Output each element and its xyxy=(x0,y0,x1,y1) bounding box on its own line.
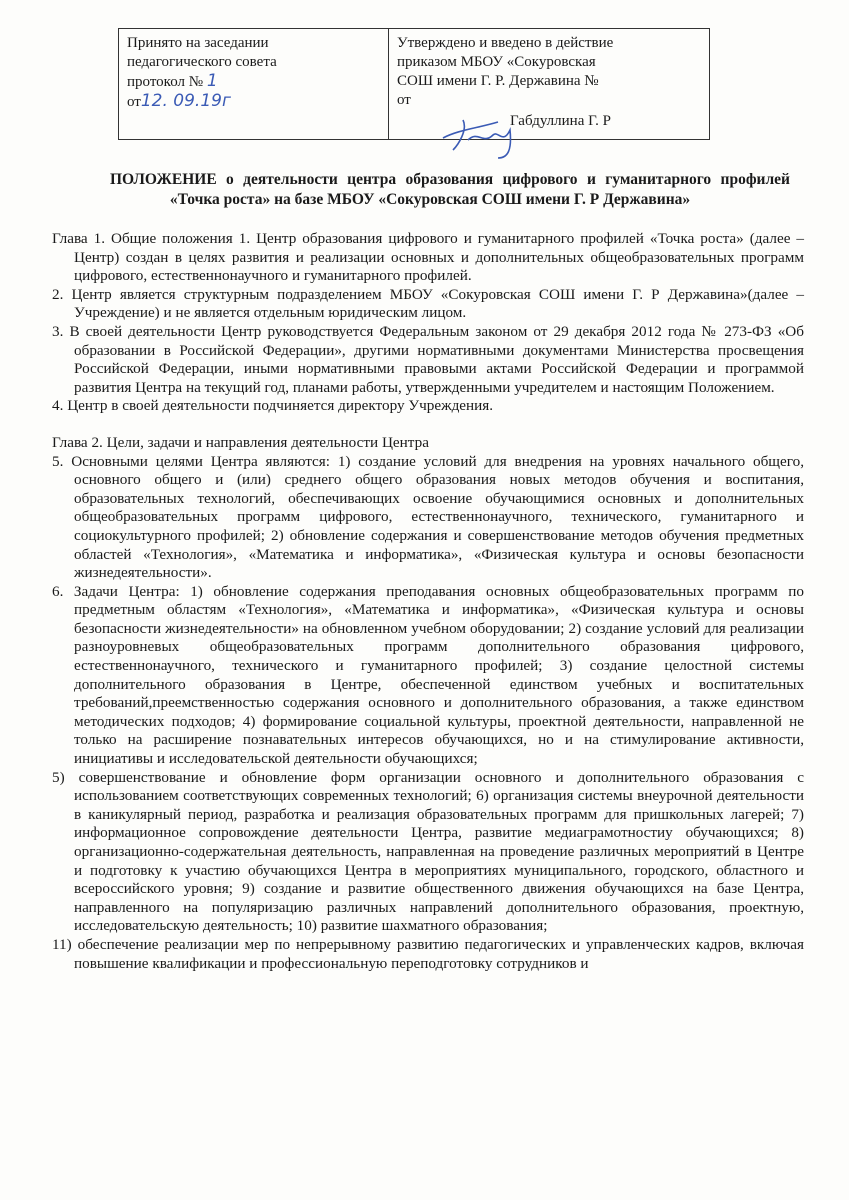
adopted-cell xyxy=(119,29,389,139)
protocol-date: 12. 09.19г xyxy=(140,91,231,111)
approved-date-label: от xyxy=(397,92,411,108)
chapter-heading: Глава 2. Цели, задачи и направления деятельности Центра xyxy=(52,433,429,451)
adopted-line: Принято на заседании xyxy=(127,35,269,51)
paragraph: 11) обеспечение реализации мер по непрерывному развитию педагогических и управленческих кадров, включая повышение квалификации и профессиональную переподготовку сотрудников и xyxy=(52,935,804,972)
approval-table xyxy=(118,28,710,140)
date-line xyxy=(127,92,380,112)
document-body xyxy=(52,230,804,973)
paragraph: Глава 1. Общие положения 1. Центр образования цифрового и гуманитарного профилей «Точка роста» (далее – Центр) создан в целях развития и реализации основных и дополнительных общеобразовательных программ цифрового, естественнонаучного и гуманитарного профилей. xyxy=(52,230,804,285)
date-label: от xyxy=(127,94,141,110)
protocol-label: протокол № xyxy=(127,74,204,90)
paragraph: 6. Задачи Центра: 1) обновление содержания преподавания основных общеобразовательных программ по предметным областям «Технология», «Математика и информатика», «Физическая культура и основы безопасности жизнедеятельности» на обновленном учебном оборудовании; 2) создание условий для реализации разноуровневых общеобразовательных программ дополнительного образования цифрового, естественнонаучного, технического и гуманитарного профилей; 3) создание целостной системы дополнительного образования в Центре, обеспеченной единством учебных и воспитательных требований,преемственностью содержания основного и дополнительного образования, а также единством методических подходов; 4) формирование социальной культуры, проектной деятельности, направленной не только на расширение познавательных интересов обучающихся, но и на стимулирование активности, инициативы и исследовательской деятельности обучающихся; xyxy=(52,582,804,768)
approved-line: Утверждено и введено в действие xyxy=(397,35,614,51)
protocol-number: 1 xyxy=(206,71,218,91)
signer-name: Габдуллина Г. Р xyxy=(510,113,611,129)
paragraph: 5) совершенствование и обновление форм организации основного и дополнительного образования с использованием соответствующих современных технологий; 6) организация системы внеурочной деятельности в каникулярный период, разработка и реализация образовательных программ для пришкольных лагерей; 7) информационное сопровождение деятельности Центра, развитие медиаграмотностиу обучающихся; 8) организационно-содержательная деятельность, направленная на проведение различных мероприятий в Центре и подготовку к участию обучающихся Центра в мероприятиях муниципального, городского, областного и всероссийского уровня; 9) создание и развитие общественного движения обучающихся на базе Центра, направленного на популяризацию различных направлений дополнительного образования, проектную, исследовательскую деятельность; 10) развитие шахматного образования; xyxy=(52,768,804,935)
signature-image xyxy=(438,100,528,160)
approved-line: приказом МБОУ «Сокуровская xyxy=(397,54,596,70)
paragraph: 5. Основными целями Центра являются: 1) создание условий для внедрения на уровнях начального общего, основного общего и (или) среднего общего образования новых методов обучения и воспитания, образовательных технологий, обеспечивающих освоение обучающимися основных и дополнительных общеобразовательных программ цифрового, естественнонаучного, технического, гуманитарного и социокультурного профилей; 2) обновление содержания и совершенствование методов обучения предметных областей «Технология», «Математика и информатика», «Физическая культура и основы безопасности жизнедеятельности». xyxy=(52,452,804,582)
protocol-line xyxy=(127,72,380,92)
paragraph: 4. Центр в своей деятельности подчиняется директору Учреждения. xyxy=(52,397,494,415)
adopted-line: педагогического совета xyxy=(127,54,277,70)
spacer xyxy=(52,416,804,434)
paragraph: 2. Центр является структурным подразделением МБОУ «Сокуровская СОШ имени Г. Р Державина»(далее – Учреждение) и не является отдельным юридическим лицом. xyxy=(52,285,804,322)
paragraph: 3. В своей деятельности Центр руководствуется Федеральным законом от 29 декабря 2012 года № 273-ФЗ «Об образовании в Российской Федерации», другими нормативными документами Министерства просвещения Российской Федерации, иными нормативными правовыми актами Российской Федерации и программой развития Центра на текущий год, планами работы, утвержденными учредителем и настоящим Положением. xyxy=(52,322,804,396)
document-title: ПОЛОЖЕНИЕ о деятельности центра образования цифрового и гуманитарного профилей «Точка роста» на базе МБОУ «Сокуровская СОШ имени Г. Р Державина» xyxy=(110,171,790,208)
approved-line: СОШ имени Г. Р. Державина № xyxy=(397,73,599,89)
